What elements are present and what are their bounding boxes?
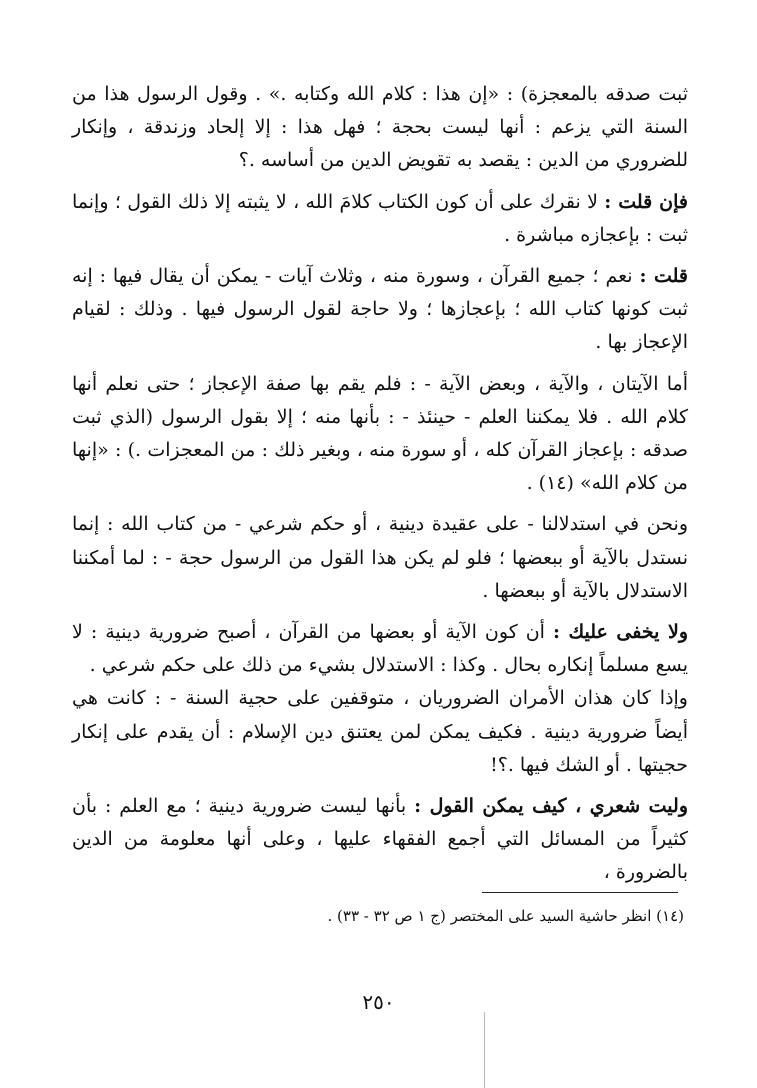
footnote: (١٤) انظر حاشية السيد على المختصر (ج ١ ص ٣٢ - ٣٣) . (327, 907, 684, 925)
page-number: ٢٥٠ (362, 990, 395, 1014)
paragraph-4 (72, 368, 688, 501)
paragraph-6 (72, 616, 688, 682)
paragraph-6-text: أن كون الآية أو بعضها من القرآن ، أصبح ضرورية دينية : لا يسع مسلماً إنكاره بحال . وكذا : الاستدلال بشيء من ذلك على حكم شرعي . (72, 621, 688, 677)
paragraph-7-text: وإذا كان هذان الأمران الضروريان ، متوقفين على حجية السنة - : كانت هي أيضاً ضرورية دينية . فكيف يمكن لمن يعتنق دين الإسلام : أن يقدم على إنكار حجيتها . أو الشك فيها .؟! (72, 687, 688, 776)
paragraph-6-lead: ولا يخفى عليك : (552, 621, 688, 644)
paragraph-2-text: لا نقرك على أن كون الكتاب كلامَ الله ، لا يثبته إلا ذلك القول ؛ وإنما ثبت : بإعجازه مباشرة . (72, 190, 688, 246)
footnote-divider (482, 892, 678, 893)
paragraph-8 (72, 790, 688, 890)
paragraph-1-text: ثبت صدقه بالمعجزة) : «إن هذا : كلام الله وكتابه .» . وقول الرسول هذا من السنة التي يزعم : أنها ليست بحجة ؛ فهل هذا : إلا إلحاد وزندقة ، وإنكار للضروري من الدين : يقصد به تقويض الدين من أساسه .؟ (72, 83, 688, 172)
paragraph-2-lead: فإن قلت : (604, 190, 688, 213)
paragraph-1 (72, 78, 688, 178)
paragraph-3-lead: قلت : (639, 265, 688, 288)
paragraph-7 (72, 682, 688, 782)
paragraph-5 (72, 508, 688, 608)
paragraph-3-text: نعم ؛ جميع القرآن ، وسورة منه ، وثلاث آيات - يمكن أن يقال فيها : إنه ثبت كونها كتاب الله ؛ بإعجازها ؛ ولا حاجة لقول الرسول فيها . وذلك : لقيام الإعجاز بها . (72, 265, 688, 354)
paragraph-8-lead: وليت شعري ، كيف يمكن القول : (414, 795, 689, 818)
paragraph-4-text: أما الآيتان ، والآية ، وبعض الآية - : فلم يقم بها صفة الإعجاز ؛ حتى نعلم أنها كلام الله . فلا يمكننا العلم - حينئذ - : بأنها منه ؛ إلا بقول الرسول (الذي ثبت صدقه : بإعجاز القرآن كله ، أو سورة منه ، وبغير ذلك : من المعجزات .) : «إنها من كلام الله» (١٤) . (72, 372, 688, 495)
main-text (72, 78, 688, 890)
paragraph-5-text: ونحن في استدلالنا - على عقيدة دينية ، أو حكم شرعي - من كتاب الله : إنما نستدل بالآية أو ببعضها ؛ فلو لم يكن هذا القول من الرسول حجة - : لما أمكننا الاستدلال بالآية أو ببعضها . (72, 513, 688, 602)
scan-fold-line (484, 1012, 485, 1088)
paragraph-3 (72, 260, 688, 360)
paragraph-8-text: بأنها ليست ضرورية دينية ؛ مع العلم : بأن كثيراً من المسائل التي أجمع الفقهاء عليها ، وعلى أنها معلومة من الدين بالضرورة ، (72, 795, 688, 884)
paragraph-2 (72, 186, 688, 252)
